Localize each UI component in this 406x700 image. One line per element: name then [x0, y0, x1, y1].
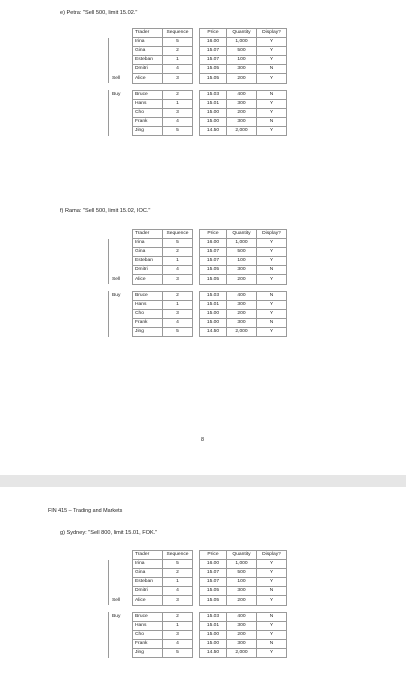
trader-cell: Cho — [133, 108, 163, 117]
table-row — [109, 578, 287, 587]
quantity-cell: 1,000 — [227, 38, 257, 47]
table-row — [109, 639, 287, 648]
quantity-cell: 200 — [227, 309, 257, 318]
display-header: Display? — [257, 230, 287, 239]
trader-header: Trader — [133, 551, 163, 560]
price-cell: 15.07 — [200, 578, 227, 587]
price-cell: 15.05 — [200, 74, 227, 83]
spacer-cell — [257, 83, 287, 90]
display-cell: Y — [257, 630, 287, 639]
trader-cell: Gina — [133, 248, 163, 257]
sequence-cell: 5 — [163, 239, 193, 248]
gap-cell — [193, 621, 200, 630]
trader-cell: Frank — [133, 318, 163, 327]
sequence-cell: 5 — [163, 327, 193, 336]
spacer-cell — [257, 605, 287, 612]
trader-cell: Esteban — [133, 578, 163, 587]
price-cell: 15.00 — [200, 639, 227, 648]
sequence-cell: 4 — [163, 65, 193, 74]
side-label — [109, 300, 133, 309]
sequence-cell: 4 — [163, 318, 193, 327]
display-cell: Y — [257, 126, 287, 135]
side-label — [109, 569, 133, 578]
sequence-cell: 5 — [163, 126, 193, 135]
display-cell: N — [257, 266, 287, 275]
header-row — [109, 230, 287, 239]
spacer-cell — [109, 284, 133, 291]
side-label — [109, 108, 133, 117]
price-cell: 15.07 — [200, 257, 227, 266]
gap-cell — [193, 596, 200, 605]
quantity-cell: 300 — [227, 587, 257, 596]
quantity-cell: 1,000 — [227, 560, 257, 569]
spacer-row — [109, 83, 287, 90]
spacer-cell — [200, 284, 227, 291]
side-label — [109, 56, 133, 65]
display-cell: Y — [257, 275, 287, 284]
price-cell: 15.01 — [200, 300, 227, 309]
gap-cell — [193, 90, 200, 99]
trader-cell: Dmitri — [133, 587, 163, 596]
display-cell: Y — [257, 56, 287, 65]
side-label — [109, 257, 133, 266]
spacer-row — [109, 284, 287, 291]
side-label: Buy — [109, 612, 133, 621]
price-cell: 15.03 — [200, 612, 227, 621]
table-row — [109, 239, 287, 248]
display-header: Display? — [257, 29, 287, 38]
gap-cell — [193, 29, 200, 38]
price-cell: 16.00 — [200, 239, 227, 248]
display-cell: Y — [257, 621, 287, 630]
gap-cell — [193, 630, 200, 639]
display-cell: Y — [257, 108, 287, 117]
sequence-cell: 2 — [163, 248, 193, 257]
quantity-cell: 200 — [227, 630, 257, 639]
gap-cell — [193, 569, 200, 578]
display-cell: N — [257, 612, 287, 621]
quantity-cell: 200 — [227, 108, 257, 117]
price-header: Price — [200, 230, 227, 239]
spacer-cell — [227, 83, 257, 90]
side-label — [109, 126, 133, 135]
quantity-header: Quantity — [227, 551, 257, 560]
sequence-header: Sequence — [163, 230, 193, 239]
side-label: Sell — [109, 74, 133, 83]
trader-cell: Jing — [133, 327, 163, 336]
sequence-cell: 4 — [163, 117, 193, 126]
gap-cell — [193, 65, 200, 74]
header-row — [109, 551, 287, 560]
quantity-cell: 300 — [227, 266, 257, 275]
table-row — [109, 560, 287, 569]
table-row — [109, 38, 287, 47]
spacer-cell — [257, 284, 287, 291]
price-cell: 15.05 — [200, 266, 227, 275]
quantity-cell: 400 — [227, 291, 257, 300]
spacer-cell — [109, 83, 133, 90]
side-label: Sell — [109, 275, 133, 284]
spacer-cell — [200, 605, 227, 612]
quantity-cell: 100 — [227, 578, 257, 587]
sequence-cell: 3 — [163, 630, 193, 639]
price-cell: 15.00 — [200, 108, 227, 117]
sequence-cell: 1 — [163, 257, 193, 266]
price-cell: 15.03 — [200, 90, 227, 99]
price-cell: 15.00 — [200, 318, 227, 327]
quantity-cell: 300 — [227, 639, 257, 648]
sequence-header: Sequence — [163, 29, 193, 38]
gap-cell — [193, 266, 200, 275]
quantity-cell: 200 — [227, 275, 257, 284]
side-label — [109, 65, 133, 74]
quantity-cell: 300 — [227, 300, 257, 309]
gap-cell — [193, 56, 200, 65]
trader-cell: Alice — [133, 74, 163, 83]
spacer-cell — [227, 605, 257, 612]
trader-cell: Cho — [133, 630, 163, 639]
side-label — [109, 47, 133, 56]
gap-cell — [193, 99, 200, 108]
price-cell: 15.00 — [200, 117, 227, 126]
gap-cell — [193, 309, 200, 318]
gap-cell — [193, 275, 200, 284]
quantity-cell: 100 — [227, 257, 257, 266]
price-cell: 15.07 — [200, 569, 227, 578]
quantity-cell: 1,000 — [227, 239, 257, 248]
spacer-cell — [193, 605, 200, 612]
table-row — [109, 74, 287, 83]
display-cell: N — [257, 639, 287, 648]
gap-cell — [193, 38, 200, 47]
trader-cell: Gina — [133, 569, 163, 578]
section-heading: f) Rama: "Sell 500, limit 15.02, IOC." — [60, 208, 151, 214]
sequence-cell: 4 — [163, 639, 193, 648]
table-row — [109, 300, 287, 309]
spacer-cell — [163, 605, 193, 612]
table-row — [109, 612, 287, 621]
spacer-cell — [133, 83, 163, 90]
trader-cell: Frank — [133, 639, 163, 648]
trader-cell: Esteban — [133, 257, 163, 266]
table-row — [109, 90, 287, 99]
gap-cell — [193, 578, 200, 587]
sequence-cell: 5 — [163, 38, 193, 47]
side-label — [109, 318, 133, 327]
gap-cell — [193, 300, 200, 309]
display-cell: N — [257, 65, 287, 74]
side-cell — [109, 551, 133, 560]
quantity-cell: 400 — [227, 90, 257, 99]
side-label — [109, 309, 133, 318]
gap-cell — [193, 74, 200, 83]
price-cell: 15.07 — [200, 47, 227, 56]
sequence-cell: 1 — [163, 300, 193, 309]
display-cell: Y — [257, 596, 287, 605]
table-row — [109, 248, 287, 257]
gap-cell — [193, 108, 200, 117]
display-cell: Y — [257, 257, 287, 266]
trader-cell: Bruce — [133, 90, 163, 99]
spacer-cell — [163, 83, 193, 90]
sequence-cell: 3 — [163, 309, 193, 318]
price-cell: 14.50 — [200, 648, 227, 657]
trader-cell: Esteban — [133, 56, 163, 65]
price-cell: 15.00 — [200, 630, 227, 639]
side-label — [109, 630, 133, 639]
display-cell: N — [257, 291, 287, 300]
trader-cell: Irina — [133, 38, 163, 47]
trader-cell: Hans — [133, 99, 163, 108]
price-header: Price — [200, 29, 227, 38]
trader-cell: Gina — [133, 47, 163, 56]
trader-header: Trader — [133, 230, 163, 239]
table-row — [109, 309, 287, 318]
display-cell: N — [257, 318, 287, 327]
quantity-cell: 300 — [227, 117, 257, 126]
spacer-cell — [163, 284, 193, 291]
trader-header: Trader — [133, 29, 163, 38]
spacer-cell — [200, 83, 227, 90]
trader-cell: Irina — [133, 239, 163, 248]
side-label — [109, 578, 133, 587]
gap-cell — [193, 639, 200, 648]
price-cell: 15.05 — [200, 587, 227, 596]
gap-cell — [193, 117, 200, 126]
price-cell: 14.50 — [200, 126, 227, 135]
sequence-cell: 1 — [163, 56, 193, 65]
table-row — [109, 327, 287, 336]
table-row — [109, 257, 287, 266]
sequence-cell: 2 — [163, 612, 193, 621]
trader-cell: Dmitri — [133, 65, 163, 74]
sequence-cell: 5 — [163, 648, 193, 657]
table-row — [109, 108, 287, 117]
display-cell: Y — [257, 309, 287, 318]
table-row — [109, 630, 287, 639]
display-cell: N — [257, 90, 287, 99]
table-row — [109, 587, 287, 596]
page-number: 8 — [201, 437, 204, 443]
trader-cell: Bruce — [133, 612, 163, 621]
order-book-table — [108, 28, 287, 136]
display-cell: Y — [257, 99, 287, 108]
price-cell: 15.05 — [200, 65, 227, 74]
display-cell: Y — [257, 327, 287, 336]
table-row — [109, 596, 287, 605]
price-cell: 14.50 — [200, 327, 227, 336]
trader-cell: Alice — [133, 596, 163, 605]
sequence-cell: 4 — [163, 587, 193, 596]
side-cell — [109, 29, 133, 38]
table-row — [109, 65, 287, 74]
table-row — [109, 621, 287, 630]
quantity-cell: 300 — [227, 65, 257, 74]
gap-cell — [193, 291, 200, 300]
side-label — [109, 621, 133, 630]
trader-cell: Alice — [133, 275, 163, 284]
display-cell: Y — [257, 74, 287, 83]
sequence-cell: 2 — [163, 569, 193, 578]
side-label — [109, 117, 133, 126]
table-row — [109, 266, 287, 275]
sequence-cell: 3 — [163, 275, 193, 284]
sequence-cell: 3 — [163, 108, 193, 117]
side-label — [109, 266, 133, 275]
gap-cell — [193, 126, 200, 135]
display-cell: N — [257, 117, 287, 126]
display-cell: Y — [257, 248, 287, 257]
page-break — [0, 475, 406, 487]
sequence-cell: 1 — [163, 99, 193, 108]
side-label: Buy — [109, 90, 133, 99]
sequence-cell: 2 — [163, 47, 193, 56]
spacer-cell — [133, 284, 163, 291]
quantity-header: Quantity — [227, 29, 257, 38]
table-row — [109, 275, 287, 284]
side-label — [109, 99, 133, 108]
quantity-cell: 300 — [227, 99, 257, 108]
side-label: Sell — [109, 596, 133, 605]
price-cell: 15.00 — [200, 309, 227, 318]
quantity-cell: 200 — [227, 74, 257, 83]
sequence-cell: 2 — [163, 90, 193, 99]
sequence-cell: 3 — [163, 596, 193, 605]
price-cell: 15.01 — [200, 99, 227, 108]
price-cell: 15.01 — [200, 621, 227, 630]
price-cell: 16.00 — [200, 560, 227, 569]
gap-cell — [193, 327, 200, 336]
spacer-row — [109, 605, 287, 612]
price-cell: 16.00 — [200, 38, 227, 47]
side-label — [109, 639, 133, 648]
sequence-cell: 2 — [163, 291, 193, 300]
gap-cell — [193, 230, 200, 239]
gap-cell — [193, 560, 200, 569]
order-book-table — [108, 229, 287, 337]
side-label — [109, 239, 133, 248]
gap-cell — [193, 551, 200, 560]
display-cell: Y — [257, 47, 287, 56]
price-cell: 15.03 — [200, 291, 227, 300]
sequence-header: Sequence — [163, 551, 193, 560]
spacer-cell — [109, 605, 133, 612]
display-cell: Y — [257, 648, 287, 657]
quantity-cell: 2,000 — [227, 327, 257, 336]
display-header: Display? — [257, 551, 287, 560]
display-cell: Y — [257, 569, 287, 578]
side-cell — [109, 230, 133, 239]
trader-cell: Hans — [133, 621, 163, 630]
quantity-cell: 200 — [227, 596, 257, 605]
price-cell: 15.05 — [200, 596, 227, 605]
quantity-cell: 300 — [227, 318, 257, 327]
header-row — [109, 29, 287, 38]
sequence-cell: 5 — [163, 560, 193, 569]
trader-cell: Irina — [133, 560, 163, 569]
price-cell: 15.07 — [200, 248, 227, 257]
section-heading: e) Petra: "Sell 500, limit 15.02." — [60, 10, 138, 16]
price-header: Price — [200, 551, 227, 560]
table-row — [109, 291, 287, 300]
sequence-cell: 3 — [163, 74, 193, 83]
trader-cell: Jing — [133, 126, 163, 135]
trader-cell: Dmitri — [133, 266, 163, 275]
side-label — [109, 560, 133, 569]
display-cell: Y — [257, 38, 287, 47]
sequence-cell: 1 — [163, 621, 193, 630]
trader-cell: Hans — [133, 300, 163, 309]
gap-cell — [193, 239, 200, 248]
quantity-cell: 2,000 — [227, 648, 257, 657]
gap-cell — [193, 318, 200, 327]
table-row — [109, 126, 287, 135]
spacer-cell — [227, 284, 257, 291]
display-cell: N — [257, 587, 287, 596]
order-book-table — [108, 550, 287, 658]
quantity-cell: 100 — [227, 56, 257, 65]
table-row — [109, 99, 287, 108]
table-row — [109, 117, 287, 126]
gap-cell — [193, 612, 200, 621]
trader-cell: Frank — [133, 117, 163, 126]
display-cell: Y — [257, 300, 287, 309]
price-cell: 15.05 — [200, 275, 227, 284]
display-cell: Y — [257, 239, 287, 248]
gap-cell — [193, 587, 200, 596]
table-row — [109, 569, 287, 578]
display-cell: Y — [257, 560, 287, 569]
trader-cell: Bruce — [133, 291, 163, 300]
table-row — [109, 56, 287, 65]
quantity-cell: 500 — [227, 47, 257, 56]
display-cell: Y — [257, 578, 287, 587]
quantity-cell: 300 — [227, 621, 257, 630]
sequence-cell: 4 — [163, 266, 193, 275]
sequence-cell: 1 — [163, 578, 193, 587]
trader-cell: Cho — [133, 309, 163, 318]
table-row — [109, 318, 287, 327]
price-cell: 15.07 — [200, 56, 227, 65]
side-label — [109, 248, 133, 257]
trader-cell: Jing — [133, 648, 163, 657]
table-row — [109, 47, 287, 56]
gap-cell — [193, 248, 200, 257]
section-heading: g) Sydney: "Sell 800, limit 15.01, FOK." — [60, 530, 158, 536]
spacer-cell — [133, 605, 163, 612]
gap-cell — [193, 257, 200, 266]
spacer-cell — [193, 284, 200, 291]
quantity-cell: 500 — [227, 569, 257, 578]
side-label — [109, 38, 133, 47]
quantity-header: Quantity — [227, 230, 257, 239]
spacer-cell — [193, 83, 200, 90]
document-header: FIN 415 – Trading and Markets — [48, 508, 123, 514]
gap-cell — [193, 47, 200, 56]
gap-cell — [193, 648, 200, 657]
table-row — [109, 648, 287, 657]
side-label: Buy — [109, 291, 133, 300]
side-label — [109, 587, 133, 596]
side-label — [109, 327, 133, 336]
quantity-cell: 400 — [227, 612, 257, 621]
quantity-cell: 2,000 — [227, 126, 257, 135]
side-label — [109, 648, 133, 657]
quantity-cell: 500 — [227, 248, 257, 257]
